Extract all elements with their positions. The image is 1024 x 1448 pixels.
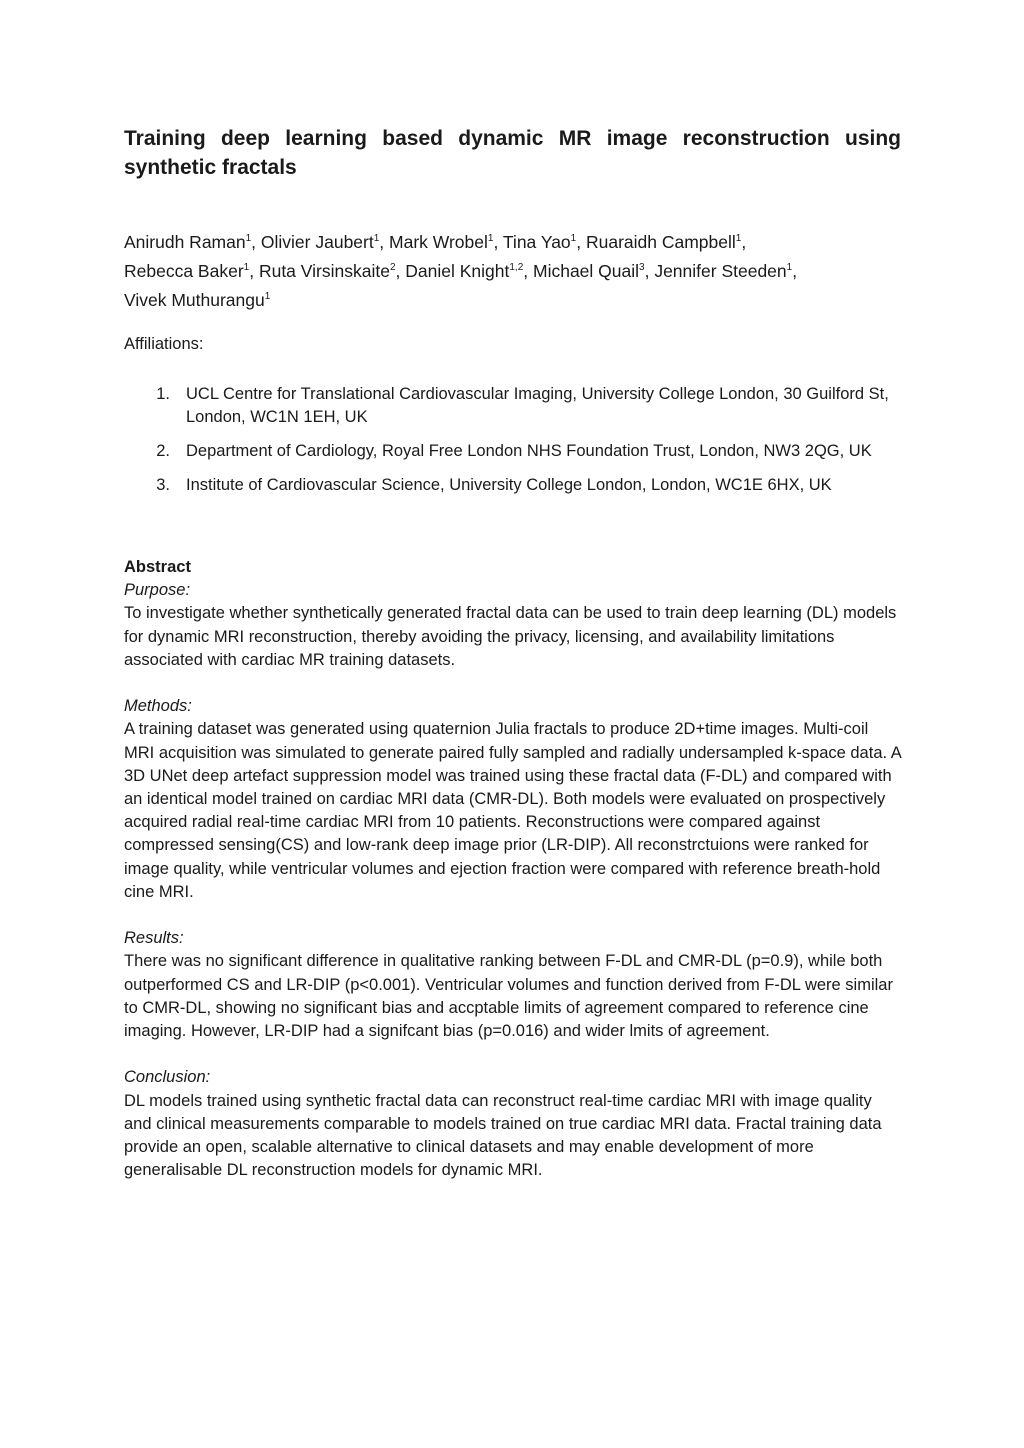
author-affiliation-marker: 1 [243,262,250,274]
author-affiliation-marker: 1 [373,233,380,245]
methods-label: Methods: [124,697,192,716]
abstract-conclusion [124,1066,901,1182]
author-name: Rebecca Baker [124,261,244,281]
abstract-purpose [124,579,901,672]
author-affiliation-marker: 2 [389,262,396,274]
author [405,261,533,281]
author-separator: , [792,261,798,281]
results-label: Results: [124,929,184,948]
paper-page [124,124,901,1206]
author-separator: , [379,232,390,252]
abstract [124,556,901,1182]
affiliation-text: Institute of Cardiovascular Science, University College London, London, WC1E 6HX, UK [186,476,832,494]
author-separator: , [644,261,655,281]
conclusion-label: Conclusion: [124,1068,211,1087]
author-affiliation-marker: 1 [264,291,271,303]
author-separator: , [493,232,503,252]
author-affiliation-marker: 1 [245,233,252,245]
affiliation-number: 2. [156,442,170,460]
author-affiliation-marker: 1 [570,233,577,245]
author [654,261,797,281]
purpose-label: Purpose: [124,581,191,600]
conclusion-text: DL models trained using synthetic fractal data can reconstruct real-time cardiac MRI with image quality and clinical measurements comparable to models trained on true cardiac MRI data. Fractal training data provide an open, scalable alternative to clinical datasets and may enable development of more generalisable DL reconstruction models for dynamic MRI. [124,1091,882,1180]
author [259,261,405,281]
author [533,261,654,281]
author-separator: , [249,261,259,281]
author-name: Jennifer Steeden [654,261,787,281]
author-name: Ruta Virsinskaite [258,261,390,281]
affiliations-label: Affiliations: [124,335,204,353]
affiliation-text: Department of Cardiology, Royal Free London NHS Foundation Trust, London, NW3 2QG, UK [186,442,872,460]
author-name: Tina Yao [502,232,571,252]
methods-text: A training dataset was generated using quaternion Julia fractals to produce 2D+time images. Multi-coil MRI acquisition was simulated to generate paired fully sampled and radially undersampled k-space data. A 3D UNet deep artefact suppression model was trained using these fractal data (F-DL) and compared with an identical model trained on cardiac MRI data (CMR-DL). Both models were evaluated on prospectively acquired radial real-time cardiac MRI from 10 patients. Reconstructions were compared against compressed sensing(CS) and low-rank deep image prior (LR-DIP). All reconstrctuions were ranked for image quality, while ventricular volumes and ejection fraction were compared with reference breath-hold cine MRI. [124,720,901,901]
author-separator: , [741,232,747,252]
author [261,232,389,252]
author-name: Michael Quail [533,261,640,281]
author-affiliation-marker: 1 [735,233,742,245]
author [586,232,746,252]
affiliation-item [124,474,901,497]
author [124,232,261,252]
paper-title: Training deep learning based dynamic MR image reconstruction using synthetic fractals [124,127,901,179]
author-separator: , [395,261,406,281]
author-name: Ruaraidh Campbell [585,232,736,252]
purpose-text: To investigate whether synthetically generated fractal data can be used to train deep learning (DL) models for dynamic MRI reconstruction, thereby avoiding the privacy, licensing, and availability limitations associated with cardiac MR training datasets. [124,604,897,669]
abstract-results [124,927,901,1043]
author-list [124,228,901,315]
author-name: Olivier Jaubert [260,232,374,252]
author-affiliation-marker: 1 [487,233,494,245]
author [389,232,503,252]
affiliation-number: 3. [156,476,170,494]
abstract-methods [124,695,901,904]
author-name: Daniel Knight [405,261,510,281]
author [124,290,270,310]
author-name: Mark Wrobel [389,232,488,252]
author-separator: , [523,261,533,281]
author-name: Vivek Muthurangu [124,290,265,310]
author-affiliation-marker: 1,2 [509,262,524,274]
abstract-heading: Abstract [124,558,191,576]
affiliation-number: 1. [156,385,170,403]
results-text: There was no significant difference in qualitative ranking between F-DL and CMR-DL (p=0.9), while both outperformed CS and LR-DIP (p<0.001). Ventricular volumes and function derived from F-DL were similar to CMR-DL, showing no significant bias and accptable limits of agreement compared to reference cine imaging. However, LR-DIP had a signifcant bias (p=0.016) and wider lmits of agreement. [124,952,893,1041]
author-name: Anirudh Raman [124,232,246,252]
affiliation-item [124,440,901,463]
affiliation-item [124,383,901,429]
author [503,232,586,252]
author-separator: , [251,232,261,252]
author-affiliation-marker: 3 [639,262,645,274]
affiliation-text: UCL Centre for Translational Cardiovascular Imaging, University College London, 30 Guilford St, London, WC1N 1EH, UK [186,385,889,426]
author [124,261,259,281]
author-affiliation-marker: 1 [786,262,793,274]
author-separator: , [576,232,586,252]
affiliation-list [124,383,901,497]
